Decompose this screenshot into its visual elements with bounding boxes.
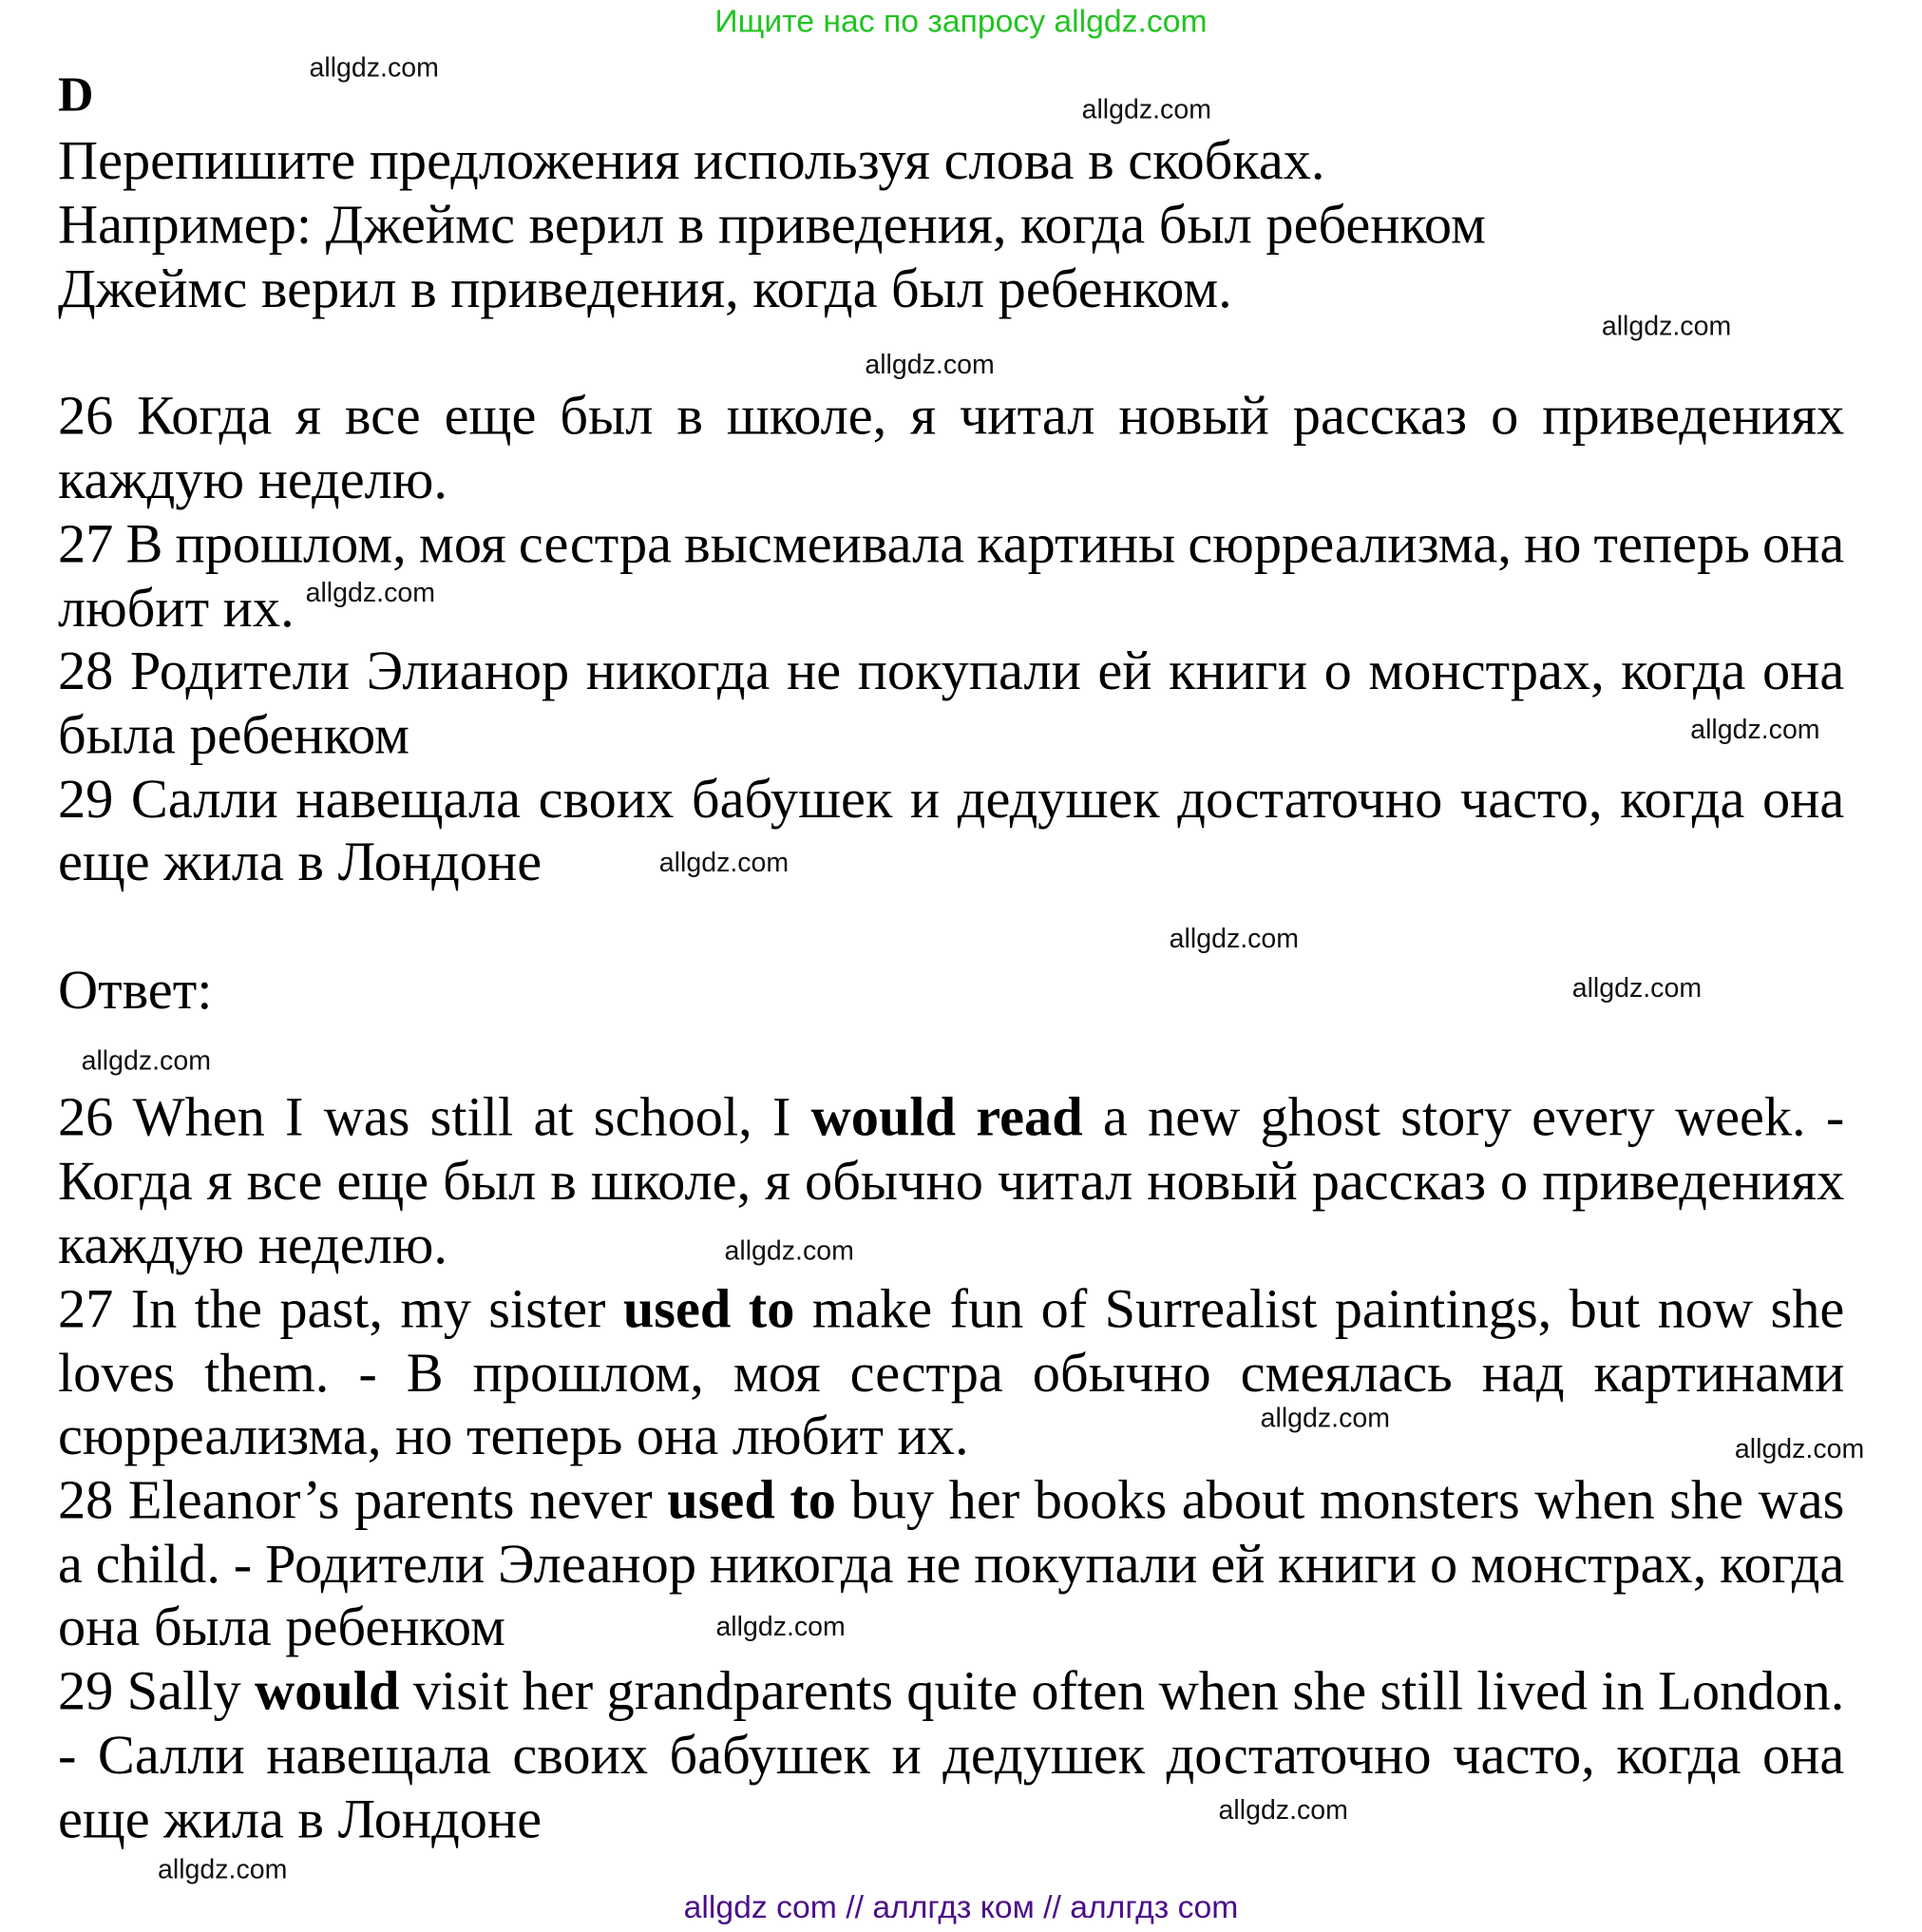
text-segment: buy her books about monsters when she was [835,1468,1845,1531]
task-line [58,448,447,511]
footer-banner: allgdz com // аллгдз ком // аллгдз com [683,1887,1239,1925]
text-segment: - Салли навещала своих бабушек и дедушек достаточно часто, когда она [57,1724,1845,1787]
answer-line [58,1532,1844,1596]
text-segment: 28 Eleanor’s parents never [57,1468,668,1531]
answer-line [58,1404,969,1467]
answer-line [58,1467,1844,1531]
watermark: allgdz.com [715,1610,846,1642]
task-line [58,257,1232,320]
task-line [58,702,409,766]
text-segment: любит их. [57,576,295,639]
answer-line [58,1787,542,1850]
text-segment: make fun of Surrealist paintings, but now she [794,1277,1845,1340]
answer-line [58,1723,1844,1787]
text-segment: Перепишите предложения используя слова в скобках. [57,129,1325,192]
watermark: allgdz.com [1571,972,1703,1004]
watermark: allgdz.com [1734,1433,1865,1464]
watermark: allgdz.com [724,1234,854,1266]
text-segment: Когда я все еще был в школе, я обычно читал новый рассказ о приведениях [57,1149,1845,1212]
text-segment: visit her grandparents quite often when she still lived in London. [399,1659,1845,1722]
task-line [58,511,1844,575]
bold-phrase: would read [810,1085,1083,1148]
text-segment: 29 Салли навещала своих бабушек и дедушек достаточно часто, когда она [57,767,1845,830]
answer-line [58,1213,447,1276]
watermark: allgdz.com [81,1044,211,1077]
watermark: allgdz.com [157,1853,288,1884]
text-segment: 27 In the past, my sister [57,1277,623,1340]
answer-line [58,1149,1844,1213]
text-segment: loves them. - В прошлом, моя сестра обычно смеялась над картинами [57,1342,1845,1405]
task-line [58,767,1844,831]
task-line [58,576,295,640]
text-segment: каждую неделю. [57,449,447,510]
text-segment: каждую неделю. [57,1214,447,1276]
answer-line [58,1276,1844,1340]
text-segment: a new ghost story every week. - [1082,1085,1845,1148]
watermark: allgdz.com [865,348,995,380]
task-line [58,192,1486,256]
text-segment: 26 Когда я все еще был в школе, я читал новый рассказ о приведениях [57,384,1845,447]
text-segment: Джеймс верил в приведения, когда был ребенком. [57,258,1232,319]
text-segment: была ребенком [57,703,409,766]
text-segment: еще жила в Лондоне [57,1788,542,1850]
answer-line [58,1658,1844,1722]
watermark: allgdz.com [1690,713,1820,745]
watermark: allgdz.com [658,846,790,878]
watermark: allgdz.com [309,51,439,83]
text-segment: сюрреализма, но теперь она любит их. [57,1405,969,1467]
text-segment: еще жила в Лондоне [57,831,542,892]
exercise-letter: D [57,67,94,123]
bold-phrase: used to [667,1468,836,1531]
text-segment: 28 Родители Элианор никогда не покупали ей книги о монстрах, когда она [57,640,1845,701]
watermark: allgdz.com [1169,923,1300,954]
task-line [58,383,1844,447]
watermark: allgdz.com [1601,310,1732,342]
watermark: allgdz.com [305,576,435,608]
answer-label: Ответ: [57,958,213,1021]
bold-phrase: would [254,1659,400,1722]
answer-line [58,1341,1844,1405]
text-segment: она была ребенком [57,1596,505,1658]
text-segment: 26 When I was still at school, I [57,1085,811,1148]
text-segment: 27 В прошлом, моя сестра высмеивала картины сюрреализма, но теперь она [57,512,1845,575]
watermark: allgdz.com [1260,1402,1390,1434]
text-segment: 29 Sally [57,1659,255,1722]
task-line [58,830,542,893]
answer-line [58,1595,505,1658]
header-banner: Ищите нас по запросу allgdz.com [714,2,1208,40]
answer-line [58,1084,1844,1148]
task-line [58,639,1844,702]
task-line [58,128,1325,192]
watermark: allgdz.com [1081,93,1211,124]
watermark: allgdz.com [1218,1794,1348,1826]
bold-phrase: used to [622,1277,795,1340]
text-segment: Например: Джеймс верил в приведения, когда был ребенком [57,193,1486,256]
text-segment: a child. - Родители Элеанор никогда не покупали ей книги о монстрах, когда [57,1533,1845,1596]
